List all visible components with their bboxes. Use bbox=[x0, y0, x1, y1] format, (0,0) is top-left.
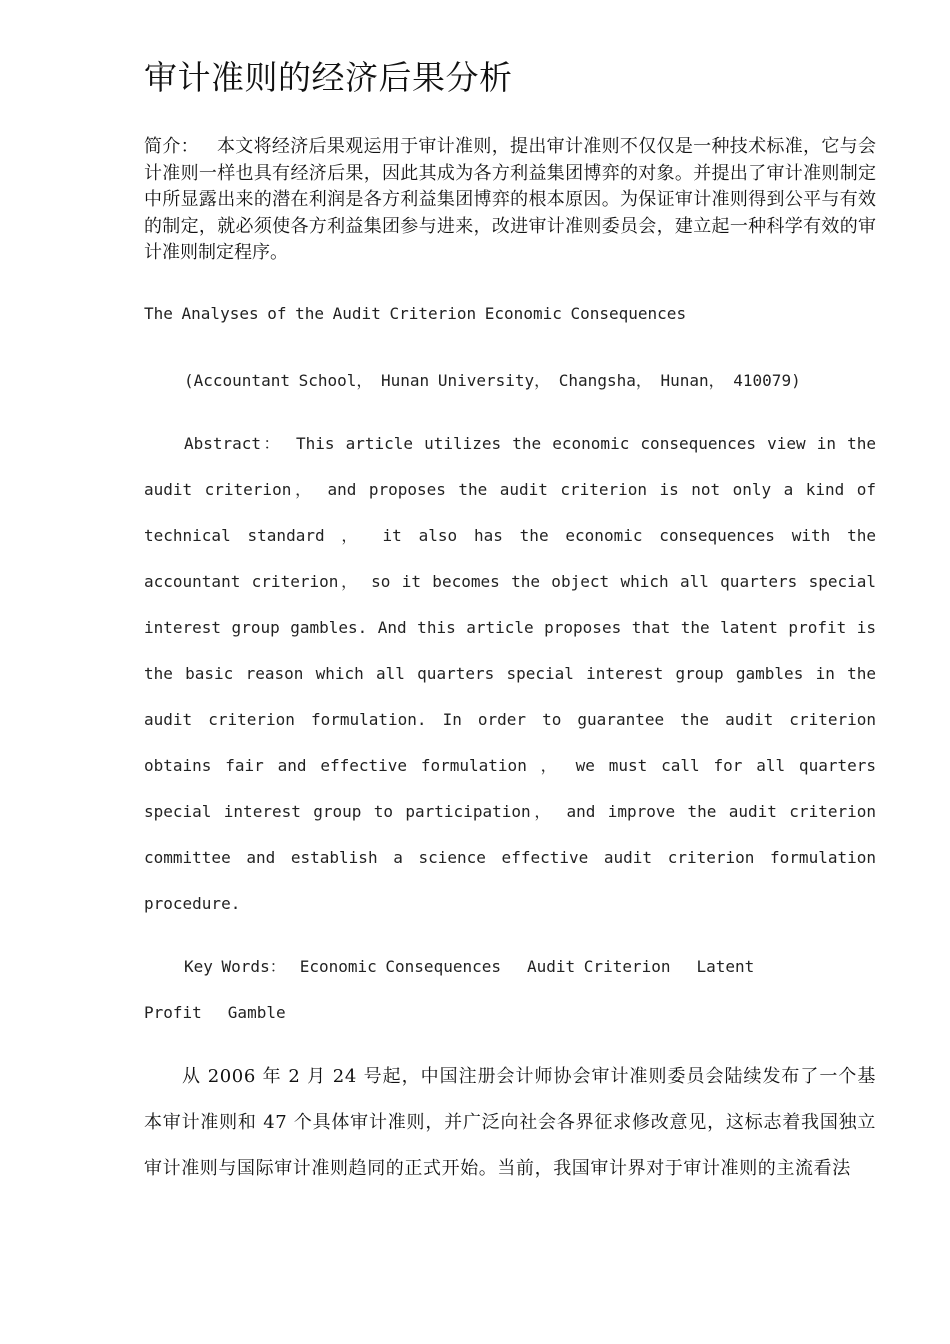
keywords-label: Key Words： bbox=[184, 957, 286, 976]
document-title: 审计准则的经济后果分析 bbox=[144, 58, 513, 97]
english-abstract-text: This article utilizes the economic consequences view in the audit criterion， and proposes the audit criterion is not only a kind of technical standard ， it also has the economic consequences with the accountant criterion， so it becomes the object which all quarters special interest group gambles. And this article proposes that the latent profit is the basic reason which all quarters special interest group gambles in the audit criterion formulation. In order to guarantee the audit criterion obtains fair and effective formulation ， we must call for all quarters special interest group to participation， and improve the audit criterion committee and establish a science effective audit criterion formulation procedure. bbox=[144, 434, 876, 913]
english-title: The Analyses of the Audit Criterion Economic Consequences bbox=[144, 304, 687, 323]
chinese-abstract-text: 本文将经济后果观运用于审计准则，提出审计准则不仅仅是一种技术标准，它与会计准则一样也具有经济后果，因此其成为各方利益集团博弈的对象。并提出了审计准则制定中所显露出来的潜在利润是各方利益集团博弈的根本原因。为保证审计准则得到公平与有效的制定，就必须使各方利益集团参与进来，改进审计准则委员会，建立起一种科学有效的审计准则制定程序。 bbox=[144, 136, 877, 263]
affiliation: (Accountant School， Hunan University， Changsha， Hunan， 410079) bbox=[184, 371, 801, 390]
keyword-item: Audit Criterion bbox=[527, 957, 671, 976]
keyword-item: Latent Profit bbox=[144, 957, 755, 1022]
body-paragraph: 从 2006 年 2 月 24 号起，中国注册会计师协会审计准则委员会陆续发布了一个基本审计准则和 47 个具体审计准则，并广泛向社会各界征求修改意见，这标志着我国独立审计准则与国际审计准则趋同的正式开始。当前，我国审计界对于审计准则的主流看法 bbox=[144, 1066, 876, 1179]
english-abstract bbox=[144, 421, 876, 927]
chinese-abstract-label: 简介： bbox=[144, 136, 199, 157]
keyword-item: Gamble bbox=[227, 1003, 286, 1022]
english-abstract-label: Abstract： bbox=[184, 434, 282, 453]
chinese-abstract bbox=[144, 134, 876, 267]
keywords bbox=[144, 944, 876, 1036]
keyword-item: Economic Consequences bbox=[299, 957, 501, 976]
